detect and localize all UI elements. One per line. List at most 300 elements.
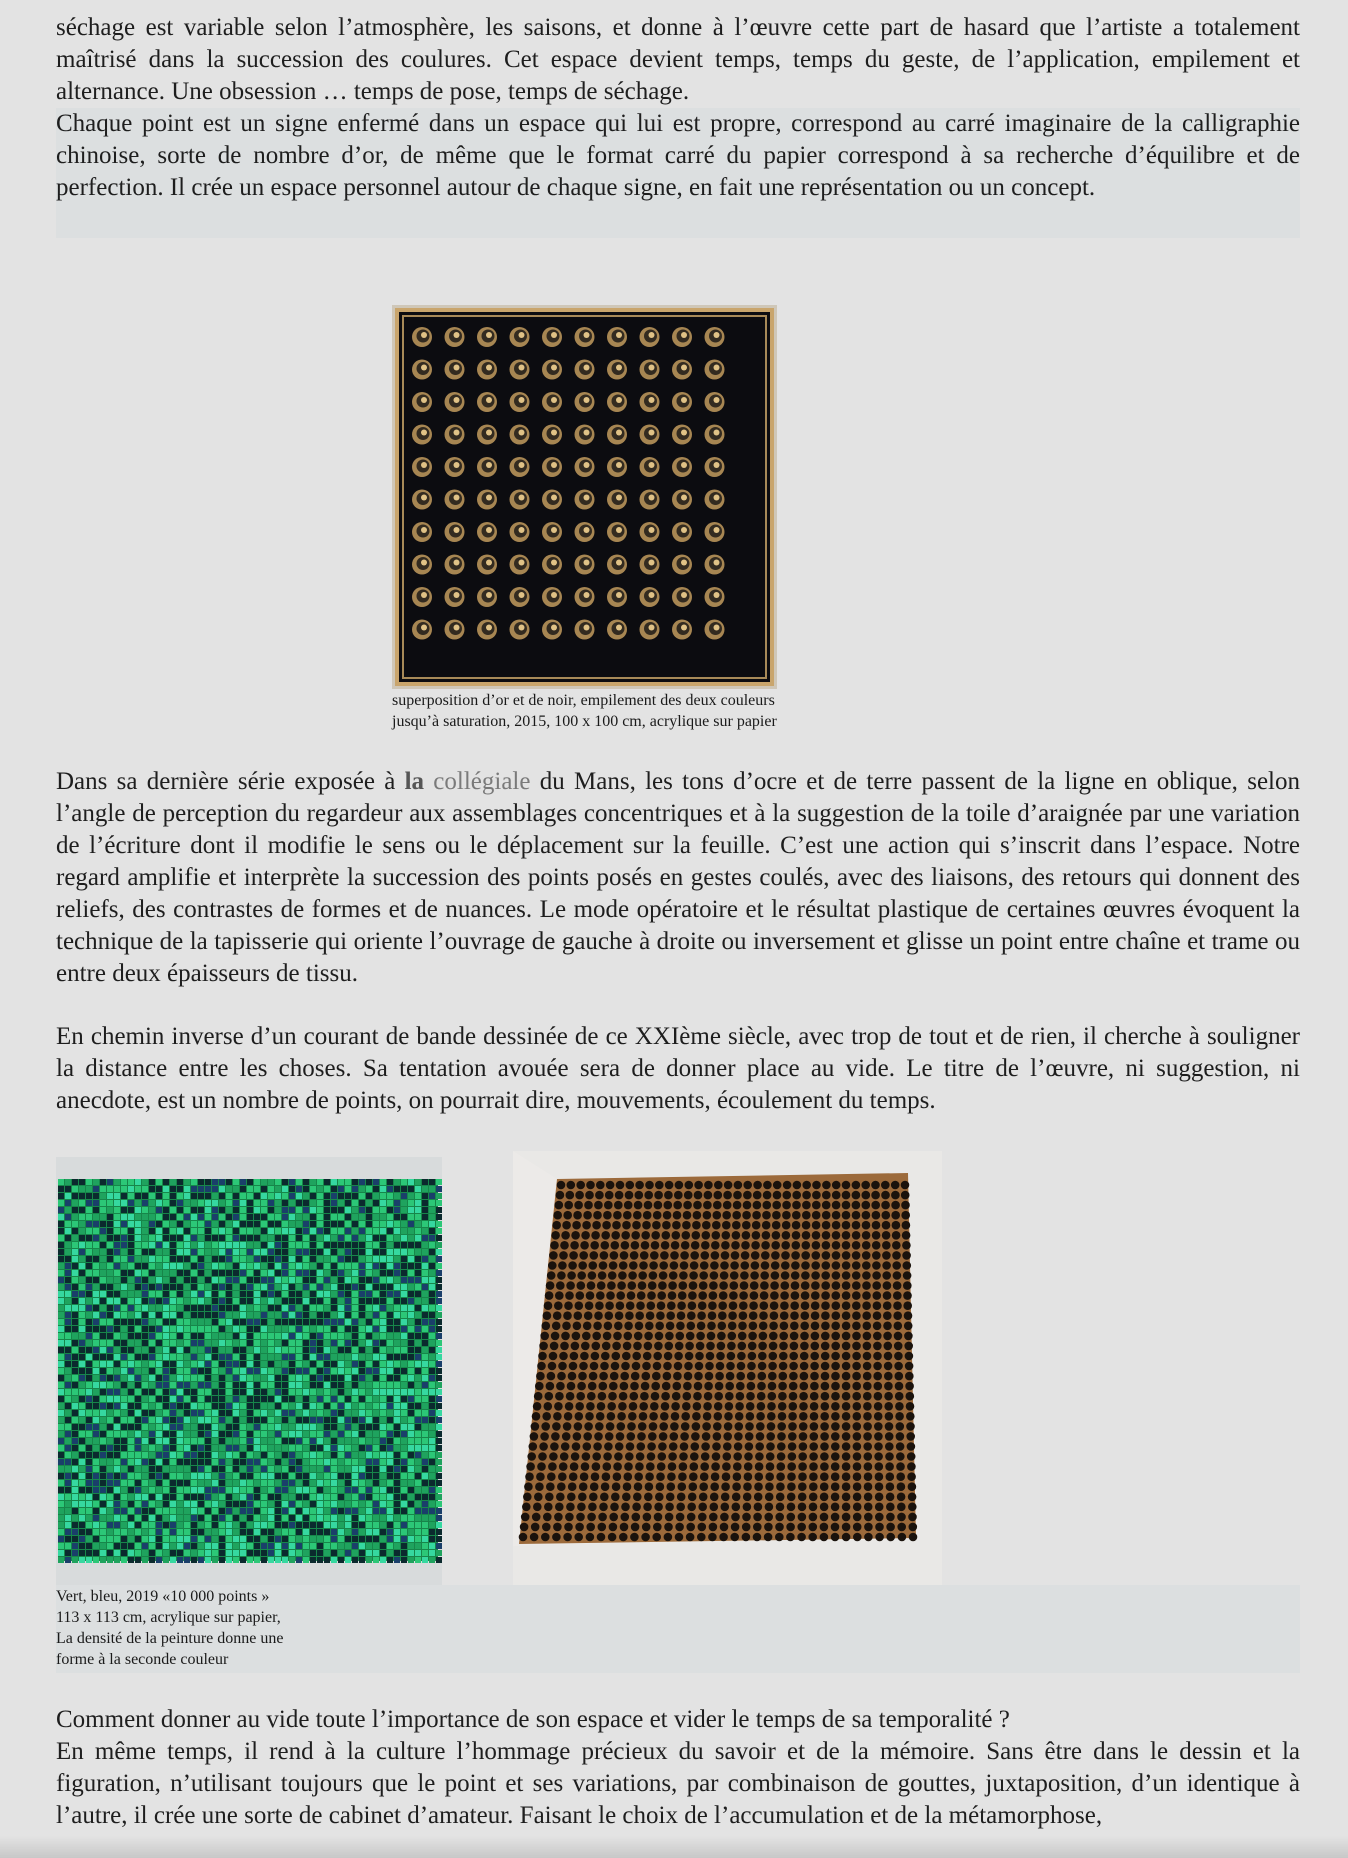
green-dot <box>275 1284 281 1290</box>
green-dot <box>415 1494 421 1500</box>
green-dot <box>170 1403 176 1409</box>
green-dot <box>408 1340 414 1346</box>
green-dot <box>121 1445 127 1451</box>
green-dot <box>163 1403 169 1409</box>
green-dot <box>373 1256 379 1262</box>
green-dot <box>352 1508 358 1514</box>
brown-dot <box>700 1472 709 1481</box>
green-dot <box>107 1326 113 1332</box>
brown-dot <box>661 1402 670 1411</box>
green-dot <box>65 1193 71 1199</box>
green-dot <box>387 1557 393 1563</box>
green-dot <box>100 1256 106 1262</box>
green-dot <box>184 1193 190 1199</box>
green-dot <box>415 1319 421 1325</box>
green-dot <box>422 1536 428 1542</box>
green-dot <box>366 1242 372 1248</box>
green-dot <box>408 1459 414 1465</box>
green-dot <box>170 1200 176 1206</box>
green-dot <box>226 1347 232 1353</box>
green-dot <box>387 1291 393 1297</box>
green-dot <box>100 1312 106 1318</box>
green-dot <box>422 1396 428 1402</box>
green-dot <box>324 1291 330 1297</box>
green-dot <box>79 1361 85 1367</box>
green-dot <box>247 1550 253 1556</box>
green-dot <box>128 1445 134 1451</box>
green-dot <box>233 1228 239 1234</box>
green-dot <box>219 1242 225 1248</box>
green-dot <box>268 1459 274 1465</box>
green-dot <box>261 1508 267 1514</box>
green-dot <box>58 1186 64 1192</box>
green-dot <box>387 1431 393 1437</box>
green-dot <box>324 1277 330 1283</box>
green-dot <box>128 1200 134 1206</box>
green-dot <box>408 1438 414 1444</box>
green-dot <box>387 1424 393 1430</box>
green-dot <box>352 1445 358 1451</box>
green-dot <box>261 1515 267 1521</box>
green-dot <box>191 1529 197 1535</box>
green-dot <box>254 1368 260 1374</box>
brown-dot <box>575 1523 584 1532</box>
link-la[interactable]: la <box>404 768 425 795</box>
green-dot <box>58 1207 64 1213</box>
brown-dot <box>852 1301 861 1310</box>
brown-dot <box>732 1493 741 1502</box>
brown-dot <box>682 1231 691 1240</box>
artwork-green-blue-image <box>56 1157 442 1587</box>
brown-dot <box>575 1301 584 1310</box>
green-dot <box>107 1543 113 1549</box>
green-dot <box>352 1417 358 1423</box>
green-dot <box>163 1445 169 1451</box>
green-dot <box>324 1312 330 1318</box>
brown-dot <box>788 1412 797 1421</box>
brown-dot <box>771 1261 780 1270</box>
green-dot <box>310 1480 316 1486</box>
green-dot <box>387 1200 393 1206</box>
green-dot <box>387 1319 393 1325</box>
green-dot <box>219 1501 225 1507</box>
brown-dot <box>525 1472 534 1481</box>
green-dot <box>114 1459 120 1465</box>
green-dot <box>226 1438 232 1444</box>
green-dot <box>72 1403 78 1409</box>
green-dot <box>422 1256 428 1262</box>
green-dot <box>282 1277 288 1283</box>
brown-dot <box>689 1472 698 1481</box>
brown-dot <box>675 1523 684 1532</box>
green-dot <box>198 1270 204 1276</box>
green-dot <box>163 1354 169 1360</box>
brown-dot <box>732 1221 741 1230</box>
green-dot <box>429 1263 435 1269</box>
brown-dot <box>536 1372 545 1381</box>
brown-dot <box>664 1191 673 1200</box>
gold-swirl <box>640 587 660 607</box>
green-dot <box>282 1319 288 1325</box>
green-dot <box>233 1522 239 1528</box>
green-dot <box>324 1200 330 1206</box>
brown-dot <box>567 1493 576 1502</box>
green-dot <box>303 1445 309 1451</box>
brown-dot <box>791 1271 800 1280</box>
green-dot <box>142 1354 148 1360</box>
green-dot <box>247 1473 253 1479</box>
green-dot <box>240 1340 246 1346</box>
green-dot <box>163 1235 169 1241</box>
brown-dot <box>733 1452 742 1461</box>
brown-dot <box>564 1201 573 1210</box>
green-dot <box>373 1459 379 1465</box>
green-dot <box>436 1522 442 1528</box>
green-dot <box>282 1431 288 1437</box>
green-dot <box>79 1452 85 1458</box>
brown-dot <box>616 1291 625 1300</box>
green-dot <box>72 1326 78 1332</box>
green-dot <box>156 1501 162 1507</box>
brown-dot <box>776 1503 785 1512</box>
brown-dot <box>710 1482 719 1491</box>
green-dot <box>268 1200 274 1206</box>
green-dot <box>149 1284 155 1290</box>
brown-dot <box>574 1201 583 1210</box>
green-dot <box>275 1424 281 1430</box>
green-dot <box>149 1487 155 1493</box>
green-dot <box>149 1550 155 1556</box>
green-dot <box>247 1557 253 1563</box>
green-dot <box>233 1424 239 1430</box>
green-dot <box>366 1340 372 1346</box>
green-dot <box>401 1242 407 1248</box>
green-dot <box>359 1312 365 1318</box>
green-dot <box>135 1424 141 1430</box>
green-dot <box>387 1410 393 1416</box>
green-dot <box>359 1424 365 1430</box>
green-dot <box>219 1438 225 1444</box>
green-dot <box>135 1277 141 1283</box>
brown-dot <box>522 1503 531 1512</box>
green-dot <box>226 1263 232 1269</box>
brown-dot <box>667 1301 676 1310</box>
green-dot <box>254 1291 260 1297</box>
green-dot <box>58 1193 64 1199</box>
green-dot <box>275 1333 281 1339</box>
brown-dot <box>760 1271 769 1280</box>
green-dot <box>296 1270 302 1276</box>
green-dot <box>394 1389 400 1395</box>
brown-dot <box>768 1362 777 1371</box>
green-dot <box>205 1543 211 1549</box>
green-dot <box>58 1480 64 1486</box>
green-dot <box>163 1487 169 1493</box>
brown-dot <box>896 1442 905 1451</box>
green-dot <box>303 1270 309 1276</box>
green-dot <box>408 1396 414 1402</box>
green-dot <box>226 1466 232 1472</box>
green-dot <box>86 1445 92 1451</box>
brown-dot <box>637 1432 646 1441</box>
green-dot <box>338 1347 344 1353</box>
green-dot <box>219 1389 225 1395</box>
green-dot <box>289 1221 295 1227</box>
brown-dot <box>550 1241 559 1250</box>
green-dot <box>198 1529 204 1535</box>
green-dot <box>163 1480 169 1486</box>
green-dot <box>373 1536 379 1542</box>
green-dot <box>282 1473 288 1479</box>
brown-dot <box>599 1372 608 1381</box>
green-dot <box>268 1284 274 1290</box>
green-dot <box>170 1256 176 1262</box>
green-dot <box>303 1375 309 1381</box>
green-dot <box>135 1410 141 1416</box>
green-dot <box>338 1200 344 1206</box>
green-dot <box>86 1207 92 1213</box>
green-dot <box>58 1319 64 1325</box>
green-dot <box>79 1193 85 1199</box>
green-dot <box>121 1312 127 1318</box>
green-dot <box>394 1242 400 1248</box>
brown-dot <box>624 1201 633 1210</box>
green-dot <box>93 1207 99 1213</box>
green-dot <box>380 1529 386 1535</box>
green-dot <box>205 1284 211 1290</box>
brown-dot <box>577 1271 586 1280</box>
link-collegiale[interactable]: collégiale <box>424 768 531 795</box>
green-dot <box>317 1473 323 1479</box>
green-dot <box>352 1256 358 1262</box>
green-dot <box>205 1319 211 1325</box>
green-dot <box>310 1431 316 1437</box>
brown-dot <box>775 1533 784 1542</box>
brown-dot <box>783 1191 792 1200</box>
green-dot <box>191 1396 197 1402</box>
green-dot <box>303 1256 309 1262</box>
brown-dot <box>574 1422 583 1431</box>
green-dot <box>107 1291 113 1297</box>
green-dot <box>401 1480 407 1486</box>
green-dot <box>128 1466 134 1472</box>
brown-dot <box>651 1392 660 1401</box>
green-dot <box>79 1375 85 1381</box>
green-dot <box>345 1452 351 1458</box>
green-dot <box>219 1312 225 1318</box>
green-dot <box>387 1550 393 1556</box>
brown-dot <box>612 1482 621 1491</box>
green-dot <box>352 1361 358 1367</box>
brown-dot <box>787 1472 796 1481</box>
green-dot <box>86 1179 92 1185</box>
green-dot <box>296 1466 302 1472</box>
green-dot <box>135 1382 141 1388</box>
brown-dot <box>767 1412 776 1421</box>
brown-dot <box>822 1231 831 1240</box>
green-dot <box>331 1298 337 1304</box>
brown-dot <box>527 1452 536 1461</box>
brown-dot <box>723 1452 732 1461</box>
green-dot <box>289 1347 295 1353</box>
green-dot <box>429 1473 435 1479</box>
brown-dot <box>604 1322 613 1331</box>
green-dot <box>394 1291 400 1297</box>
green-dot <box>289 1438 295 1444</box>
brown-dot <box>908 1503 917 1512</box>
brown-dot <box>570 1352 579 1361</box>
green-dot <box>380 1501 386 1507</box>
brown-dot <box>797 1533 806 1542</box>
green-dot <box>212 1179 218 1185</box>
brown-dot <box>714 1402 723 1411</box>
green-dot <box>317 1431 323 1437</box>
brown-dot <box>728 1322 737 1331</box>
green-dot <box>93 1354 99 1360</box>
green-dot <box>184 1228 190 1234</box>
green-dot <box>226 1536 232 1542</box>
green-dot <box>429 1319 435 1325</box>
green-dot <box>324 1326 330 1332</box>
green-dot <box>156 1263 162 1269</box>
green-dot <box>331 1550 337 1556</box>
brown-dot <box>568 1372 577 1381</box>
green-dot <box>247 1340 253 1346</box>
green-dot <box>79 1340 85 1346</box>
green-dot <box>289 1326 295 1332</box>
green-dot <box>58 1312 64 1318</box>
green-dot <box>422 1340 428 1346</box>
green-dot <box>310 1522 316 1528</box>
brown-dot <box>624 1462 633 1471</box>
green-dot <box>359 1389 365 1395</box>
green-dot <box>212 1431 218 1437</box>
green-dot <box>191 1179 197 1185</box>
green-dot <box>324 1438 330 1444</box>
green-dot <box>261 1214 267 1220</box>
brown-dot <box>714 1392 723 1401</box>
brown-dot <box>620 1523 629 1532</box>
green-dot <box>191 1403 197 1409</box>
green-dot <box>156 1452 162 1458</box>
green-dot <box>394 1305 400 1311</box>
brown-dot <box>631 1241 640 1250</box>
green-dot <box>219 1375 225 1381</box>
brown-dot <box>642 1372 651 1381</box>
green-dot <box>261 1382 267 1388</box>
green-dot <box>191 1347 197 1353</box>
green-dot <box>429 1291 435 1297</box>
green-dot <box>359 1501 365 1507</box>
green-dot <box>191 1480 197 1486</box>
green-dot <box>170 1277 176 1283</box>
green-dot <box>268 1396 274 1402</box>
green-dot <box>156 1473 162 1479</box>
brown-dot <box>554 1513 563 1522</box>
brown-dot <box>573 1432 582 1441</box>
brown-dot <box>853 1523 862 1532</box>
green-dot <box>177 1382 183 1388</box>
green-dot <box>170 1543 176 1549</box>
green-dot <box>324 1361 330 1367</box>
green-dot <box>184 1333 190 1339</box>
green-dot <box>72 1452 78 1458</box>
green-dot <box>177 1473 183 1479</box>
brown-dot <box>801 1281 810 1290</box>
brown-dot <box>724 1422 733 1431</box>
brown-dot <box>603 1211 612 1220</box>
brown-dot <box>610 1251 619 1260</box>
green-dot <box>317 1396 323 1402</box>
green-dot <box>345 1361 351 1367</box>
gold-swirl <box>542 327 562 347</box>
green-dot <box>79 1207 85 1213</box>
green-dot <box>107 1438 113 1444</box>
brown-dot <box>831 1412 840 1421</box>
brown-dot <box>613 1211 622 1220</box>
green-dot <box>135 1529 141 1535</box>
green-dot <box>219 1207 225 1213</box>
green-dot <box>79 1431 85 1437</box>
green-dot <box>254 1235 260 1241</box>
green-dot <box>366 1417 372 1423</box>
green-dot <box>240 1249 246 1255</box>
green-dot <box>219 1508 225 1514</box>
green-dot <box>373 1445 379 1451</box>
brown-dot <box>550 1342 559 1351</box>
green-dot <box>331 1487 337 1493</box>
green-dot <box>121 1557 127 1563</box>
brown-dot <box>576 1513 585 1522</box>
green-dot <box>359 1557 365 1563</box>
brown-dot <box>790 1311 799 1320</box>
brown-dot <box>852 1261 861 1270</box>
green-dot <box>121 1501 127 1507</box>
green-dot <box>261 1438 267 1444</box>
green-dot <box>58 1389 64 1395</box>
green-dot <box>93 1347 99 1353</box>
brown-dot <box>625 1311 634 1320</box>
green-dot <box>212 1214 218 1220</box>
green-dot <box>261 1270 267 1276</box>
green-dot <box>352 1340 358 1346</box>
brown-dot <box>656 1311 665 1320</box>
green-dot <box>198 1235 204 1241</box>
green-dot <box>282 1438 288 1444</box>
green-dot <box>233 1382 239 1388</box>
green-dot <box>324 1186 330 1192</box>
brown-dot <box>663 1211 672 1220</box>
green-dot <box>142 1270 148 1276</box>
green-dot <box>345 1529 351 1535</box>
green-dot <box>310 1354 316 1360</box>
brown-dot <box>906 1392 915 1401</box>
green-dot <box>338 1312 344 1318</box>
green-dot <box>429 1382 435 1388</box>
green-dot <box>240 1431 246 1437</box>
green-dot <box>303 1340 309 1346</box>
brown-dot <box>871 1201 880 1210</box>
green-dot <box>79 1515 85 1521</box>
brown-dot <box>662 1382 671 1391</box>
brown-dot <box>743 1191 752 1200</box>
brown-dot <box>561 1442 570 1451</box>
green-dot <box>331 1452 337 1458</box>
green-dot <box>394 1445 400 1451</box>
green-dot <box>352 1312 358 1318</box>
green-dot <box>240 1480 246 1486</box>
green-dot <box>135 1193 141 1199</box>
